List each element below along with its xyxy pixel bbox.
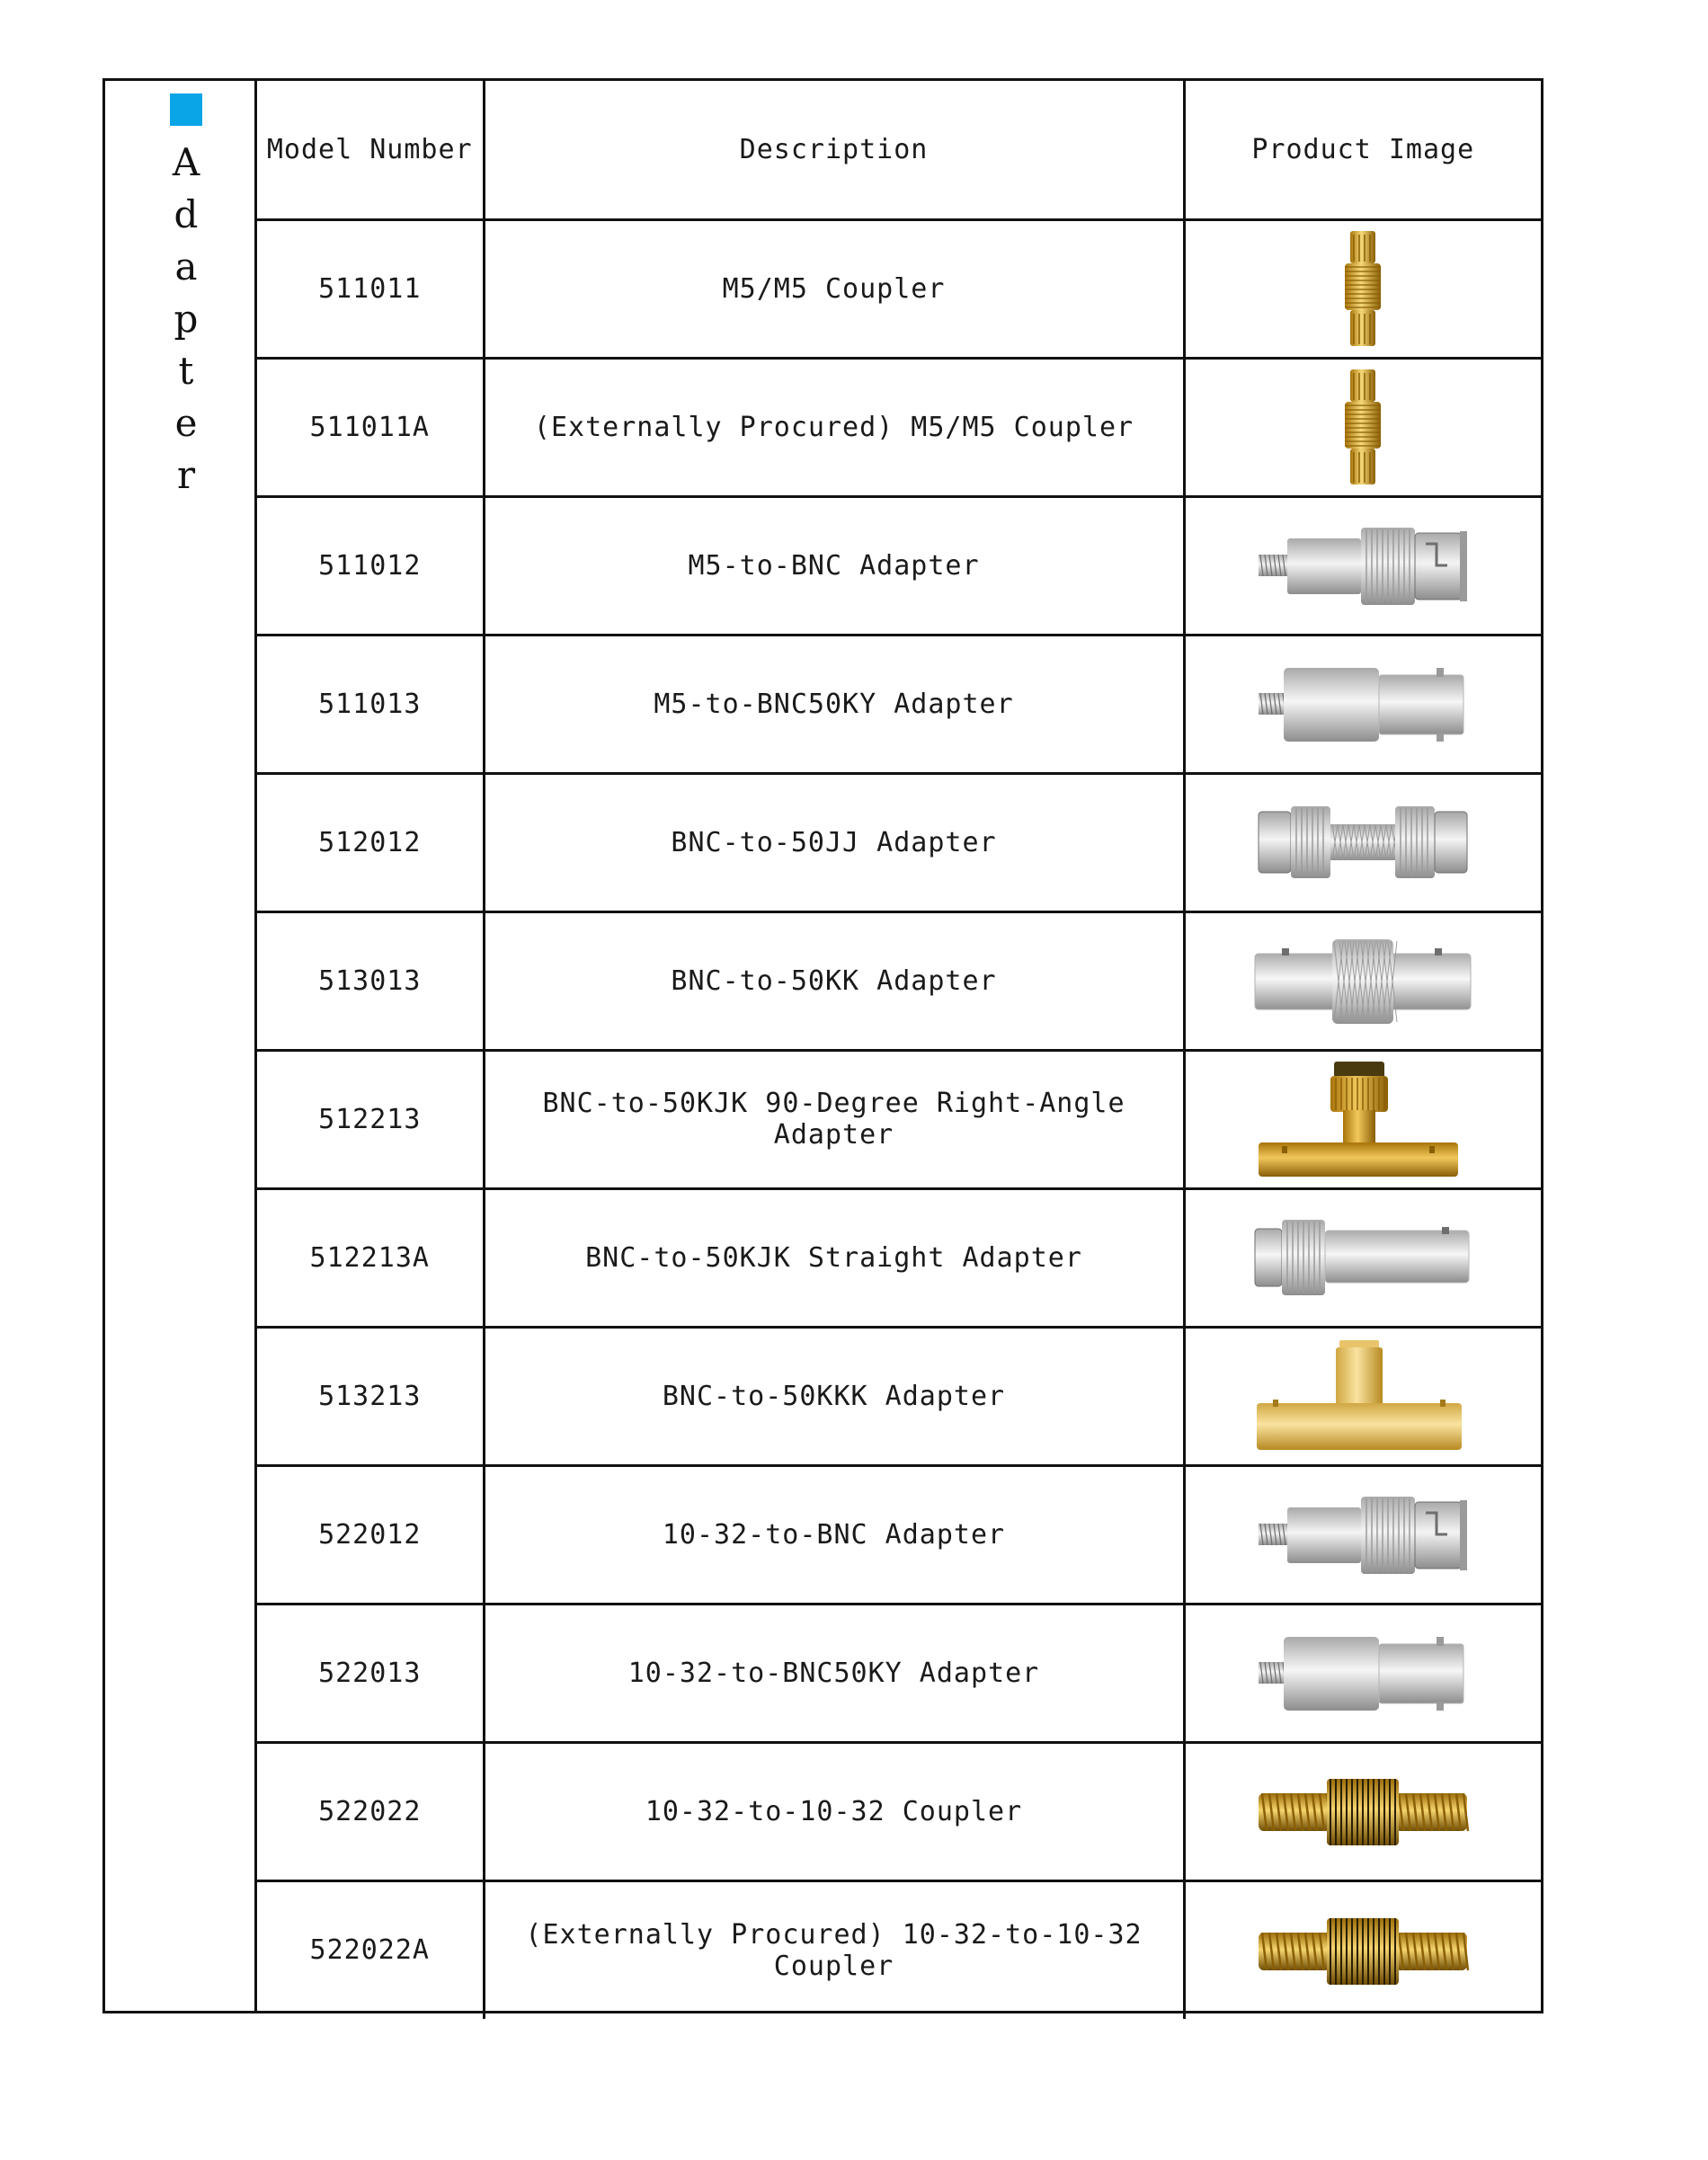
table-row	[257, 496, 1541, 635]
category-letter: t	[178, 349, 194, 393]
description-cell: BNC-to-50JJ Adapter	[484, 773, 1184, 911]
category-letter: r	[176, 453, 196, 497]
gold-tee-jack-image	[1246, 1333, 1480, 1459]
category-column	[105, 81, 257, 2011]
table-row	[257, 1465, 1541, 1604]
product-image-cell	[1184, 911, 1541, 1050]
table-row	[257, 1742, 1541, 1880]
category-letter: A	[172, 140, 200, 184]
category-marker	[170, 93, 202, 126]
model-number-cell: 522012	[257, 1465, 484, 1604]
table-row	[257, 358, 1541, 496]
table-row	[257, 1327, 1541, 1465]
table-row	[257, 1188, 1541, 1327]
product-table-frame	[102, 78, 1543, 2013]
product-image-cell	[1184, 1604, 1541, 1742]
description-cell: BNC-to-50KKK Adapter	[484, 1327, 1184, 1465]
header-product-image: Product Image	[1184, 81, 1541, 219]
description-cell: BNC-to-50KJK Straight Adapter	[484, 1188, 1184, 1327]
gold-threaded-coupler-image	[1246, 1897, 1480, 2004]
model-number-cell: 511012	[257, 496, 484, 635]
product-table	[257, 81, 1541, 2019]
description-cell: M5-to-BNC50KY Adapter	[484, 635, 1184, 773]
product-image-cell	[1184, 635, 1541, 773]
model-number-cell: 512213A	[257, 1188, 484, 1327]
silver-bnc-jack-jack-image	[1246, 927, 1480, 1035]
table-row	[257, 635, 1541, 773]
model-number-cell: 511011A	[257, 358, 484, 496]
header-model-number: Model Number	[257, 81, 484, 219]
product-image-cell	[1184, 1742, 1541, 1880]
model-number-cell: 512213	[257, 1050, 484, 1188]
description-cell: BNC-to-50KJK 90-Degree Right-Angle Adapter	[484, 1050, 1184, 1188]
table-row	[257, 773, 1541, 911]
product-image-cell	[1184, 358, 1541, 496]
gold-tee-plug-image	[1246, 1056, 1480, 1182]
product-image-cell	[1184, 1327, 1541, 1465]
category-letter: e	[174, 401, 198, 445]
header-description: Description	[484, 81, 1184, 219]
description-cell: (Externally Procured) M5/M5 Coupler	[484, 358, 1184, 496]
description-cell: M5/M5 Coupler	[484, 219, 1184, 358]
category-letter: p	[173, 297, 199, 341]
product-image-cell	[1184, 1050, 1541, 1188]
description-cell: BNC-to-50KK Adapter	[484, 911, 1184, 1050]
silver-stud-bnc-plug-image	[1246, 1480, 1480, 1588]
silver-straight-adapter-image	[1246, 1204, 1480, 1311]
description-cell: 10-32-to-BNC50KY Adapter	[484, 1604, 1184, 1742]
description-cell: (Externally Procured) 10-32-to-10-32 Coupler	[484, 1880, 1184, 2019]
model-number-cell: 522022A	[257, 1880, 484, 2019]
table-row	[257, 1050, 1541, 1188]
table-row	[257, 911, 1541, 1050]
model-number-cell: 513013	[257, 911, 484, 1050]
model-number-cell: 513213	[257, 1327, 484, 1465]
product-image-cell	[1184, 1880, 1541, 2019]
category-letter: a	[174, 244, 198, 289]
product-image-cell	[1184, 1188, 1541, 1327]
table-header-row	[257, 81, 1541, 219]
silver-stud-bnc-jack-image	[1246, 650, 1480, 758]
silver-stud-bnc-jack-image	[1246, 1619, 1480, 1727]
gold-threaded-coupler-image	[1246, 1757, 1480, 1865]
product-image-cell	[1184, 219, 1541, 358]
product-image-cell	[1184, 773, 1541, 911]
category-title	[159, 137, 213, 502]
silver-bnc-plug-plug-image	[1246, 788, 1480, 896]
product-image-cell	[1184, 496, 1541, 635]
model-number-cell: 511013	[257, 635, 484, 773]
model-number-cell: 511011	[257, 219, 484, 358]
description-cell: M5-to-BNC Adapter	[484, 496, 1184, 635]
description-cell: 10-32-to-10-32 Coupler	[484, 1742, 1184, 1880]
model-number-cell: 522022	[257, 1742, 484, 1880]
gold-knurled-coupler-image	[1255, 226, 1471, 351]
model-number-cell: 522013	[257, 1604, 484, 1742]
product-image-cell	[1184, 1465, 1541, 1604]
table-row	[257, 1604, 1541, 1742]
table-row	[257, 219, 1541, 358]
silver-stud-bnc-plug-image	[1246, 511, 1480, 619]
gold-knurled-coupler-image	[1255, 364, 1471, 490]
category-letter: d	[173, 192, 199, 236]
description-cell: 10-32-to-BNC Adapter	[484, 1465, 1184, 1604]
model-number-cell: 512012	[257, 773, 484, 911]
table-row	[257, 1880, 1541, 2019]
